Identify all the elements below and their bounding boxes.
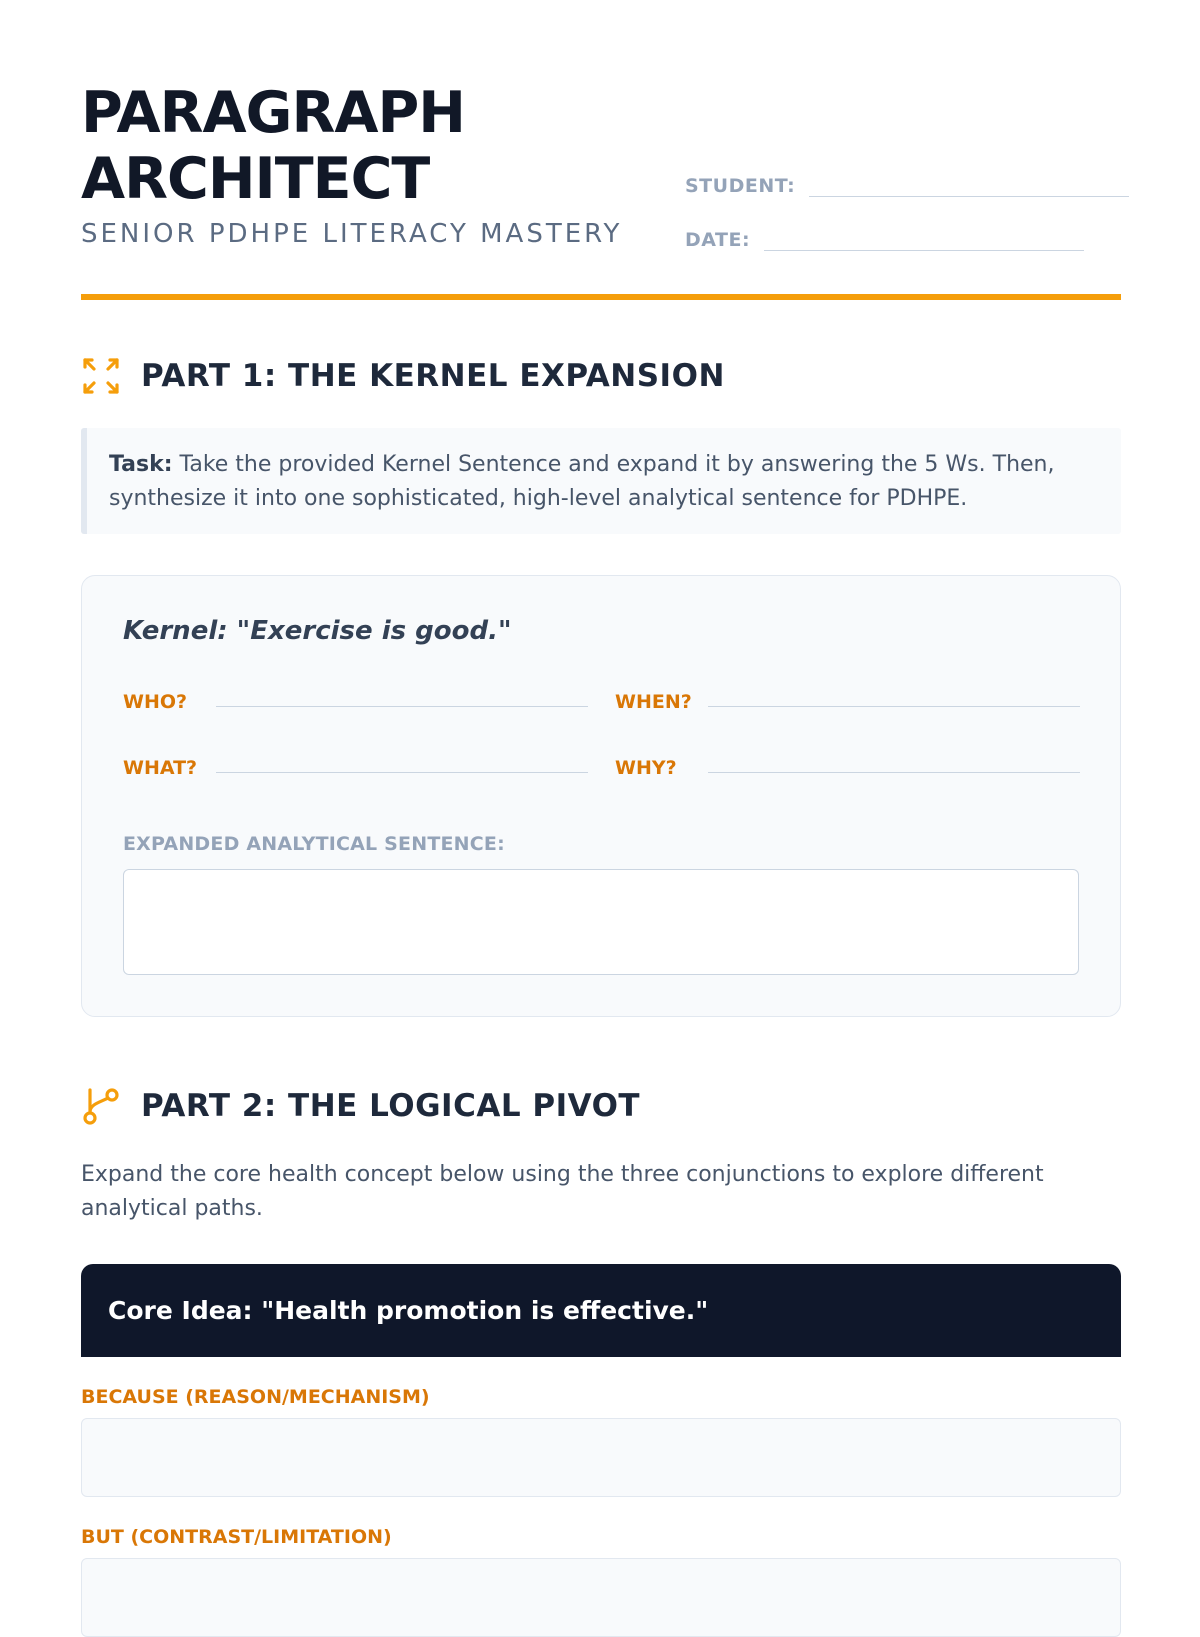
date-label: DATE: [685,229,751,251]
who-label: WHO? [123,691,188,713]
header [81,0,1121,300]
expand-icon [81,356,121,396]
expanded-sentence-label: EXPANDED ANALYTICAL SENTENCE: [123,833,505,855]
task-text: Take the provided Kernel Sentence and expand it by answering the 5 Ws. Then, synthesize it into one sophisticated, high-level analytical sentence for PDHPE. [109,452,1055,511]
part2-description: Expand the core health concept below using the three conjunctions to explore different analytical paths. [81,1162,1044,1221]
task-label: Task: [109,452,173,477]
branch-icon [81,1086,121,1126]
part1-heading [81,356,725,396]
when-field [615,691,692,713]
expanded-sentence-input[interactable] [123,869,1079,975]
core-idea-text: Core Idea: "Health promotion is effective." [108,1296,709,1325]
task-instructions [81,428,1121,534]
page-subtitle: SENIOR PDHPE LITERACY MASTERY [81,219,623,249]
what-label: WHAT? [123,757,198,779]
date-input-line[interactable] [764,220,1084,251]
when-label: WHEN? [615,691,692,713]
what-field [123,757,197,779]
part1-title: PART 1: THE KERNEL EXPANSION [141,358,725,394]
part2-title: PART 2: THE LOGICAL PIVOT [141,1088,641,1124]
why-label: WHY? [615,757,677,779]
kernel-sentence: Kernel: "Exercise is good." [123,616,512,646]
who-field [123,691,187,713]
student-field [685,166,1129,197]
student-input-line[interactable] [809,166,1129,197]
who-input-line[interactable] [216,676,588,707]
kernel-card [81,575,1121,1017]
because-input[interactable] [81,1418,1121,1497]
but-input[interactable] [81,1558,1121,1637]
header-divider [81,294,1121,300]
worksheet-page [81,0,1121,1548]
part2-heading [81,1086,640,1126]
student-label: STUDENT: [685,175,796,197]
because-label: BECAUSE (REASON/MECHANISM) [81,1386,430,1408]
date-field [685,220,1084,251]
page-title: PARAGRAPH ARCHITECT [81,80,465,212]
core-idea-banner [81,1264,1121,1357]
why-field [615,757,677,779]
what-input-line[interactable] [216,742,588,773]
when-input-line[interactable] [708,676,1080,707]
why-input-line[interactable] [708,742,1080,773]
but-label: BUT (CONTRAST/LIMITATION) [81,1526,392,1548]
